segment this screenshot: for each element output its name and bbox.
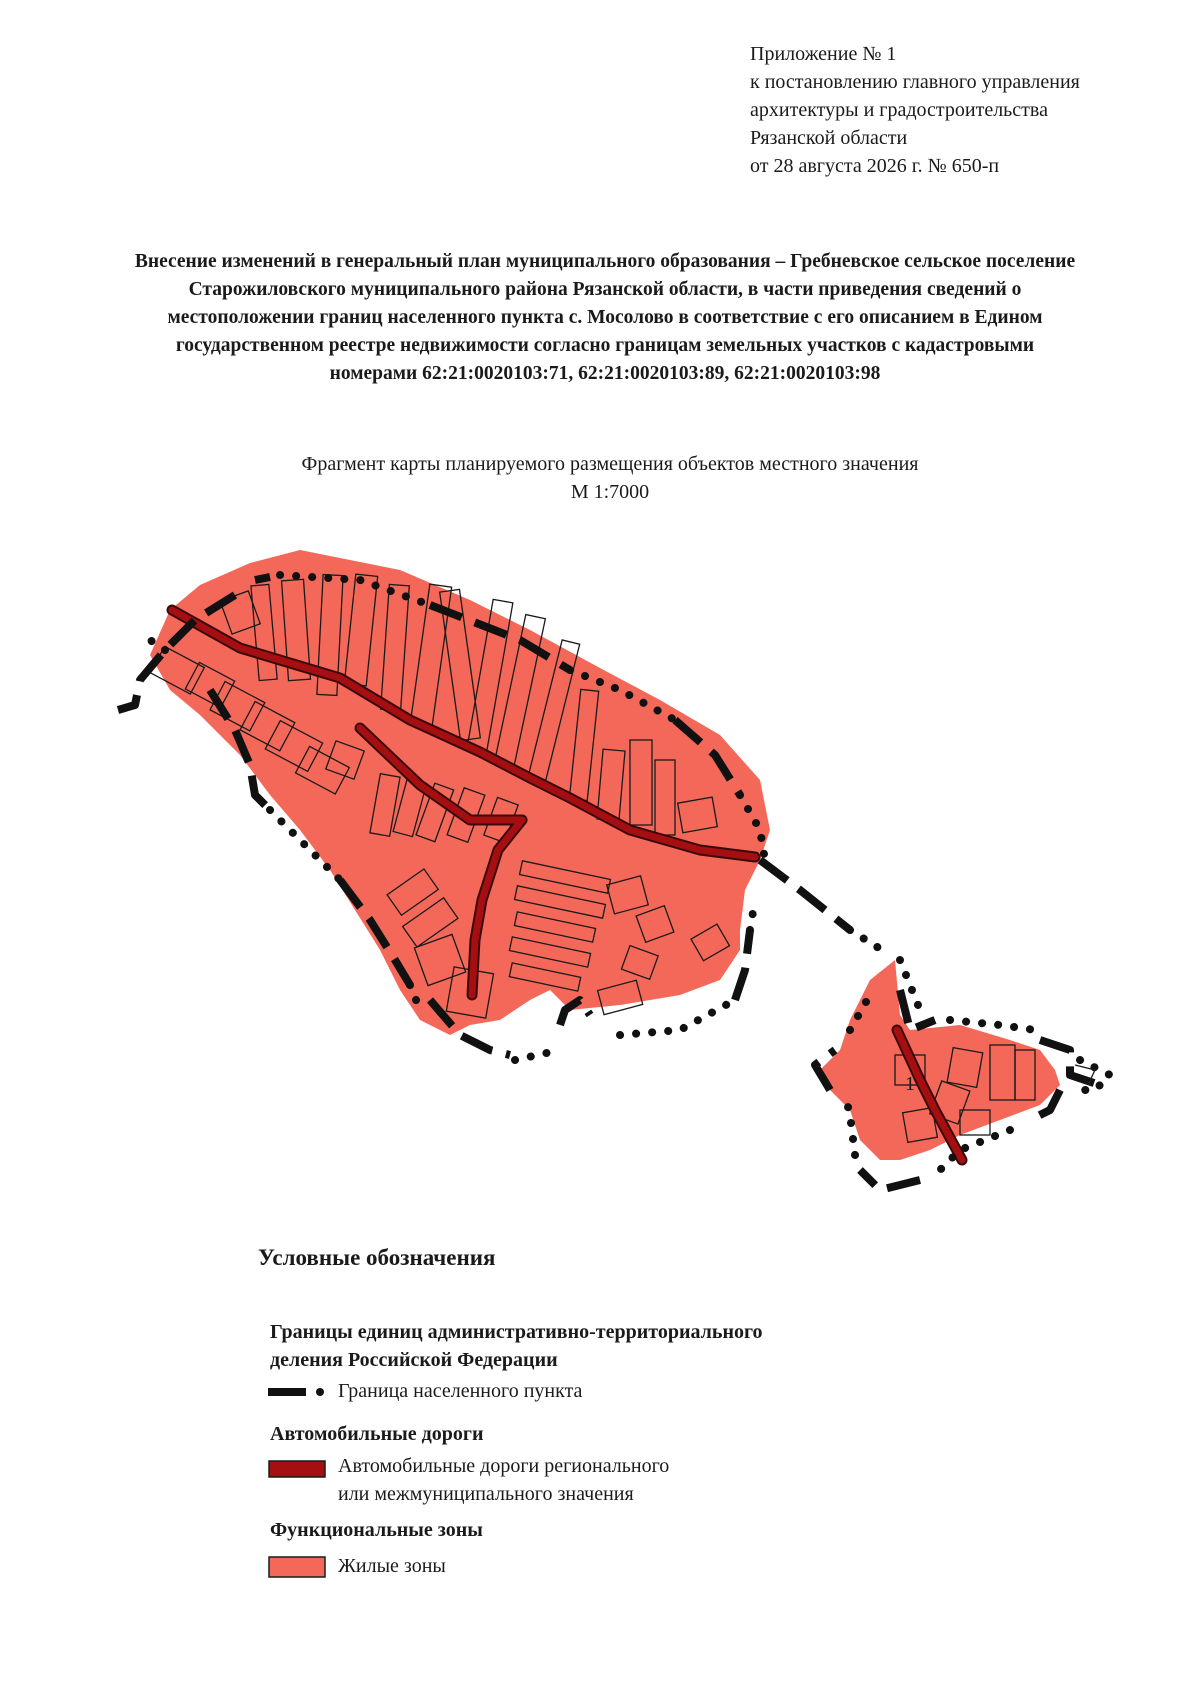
legend-residential-symbol (268, 1556, 326, 1578)
legend-label: или межмуниципального значения (338, 1483, 634, 1505)
legend-residential-label (338, 1552, 446, 1580)
map-scale: М 1:7000 (570, 481, 650, 503)
map-caption-text: Фрагмент карты планируемого размещения объектов местного значения (301, 453, 919, 475)
title-line: Старожиловского муниципального района Рязанской области, в части приведения сведений о (188, 279, 1022, 300)
legend-group-heading: деления Российской Федерации (270, 1349, 558, 1371)
annex-line: архитектуры и градостроительства (750, 99, 1048, 121)
title-line: местоположении границ населенного пункта с. Мосолово в соответствие с его описанием в Едином (167, 307, 1043, 328)
map-label-1: 1 (905, 1073, 915, 1095)
legend-label: Граница населенного пункта (338, 1380, 583, 1402)
annex-line: к постановлению главного управления (750, 71, 1080, 93)
legend-group-boundaries (270, 1318, 763, 1374)
legend-label: Автомобильные дороги регионального (338, 1455, 670, 1477)
legend-group-heading: Границы единиц административно-территориального (270, 1321, 763, 1343)
legend-boundary-label (338, 1377, 582, 1405)
title-line: государственном реестре недвижимости согласно границам земельных участков с кадастровыми (175, 335, 1035, 356)
annex-line: от 28 августа 2026 г. № 650-п (750, 155, 1000, 177)
legend-boundary-symbol (268, 1382, 328, 1402)
title-line: Внесение изменений в генеральный план муниципального образования – Гребневское сельское поселение (134, 251, 1076, 272)
map-fragment (0, 530, 1200, 1210)
legend-road-label (338, 1452, 669, 1508)
legend-group-roads: Автомобильные дороги (270, 1423, 484, 1445)
map-caption (200, 450, 1020, 506)
legend-group-zones: Функциональные зоны (270, 1519, 483, 1541)
annex-line: Приложение № 1 (750, 43, 897, 65)
legend-road-symbol (268, 1460, 326, 1480)
residential-zone-main (150, 550, 770, 1035)
legend-label: Жилые зоны (338, 1555, 446, 1577)
legend-title: Условные обозначения (258, 1245, 496, 1270)
document-title (40, 248, 1170, 388)
annex-line: Рязанской области (750, 127, 908, 149)
residential-zone (150, 550, 1060, 1160)
annex-block (750, 40, 1170, 180)
title-line: номерами 62:21:0020103:71, 62:21:0020103:89, 62:21:0020103:98 (329, 363, 881, 384)
